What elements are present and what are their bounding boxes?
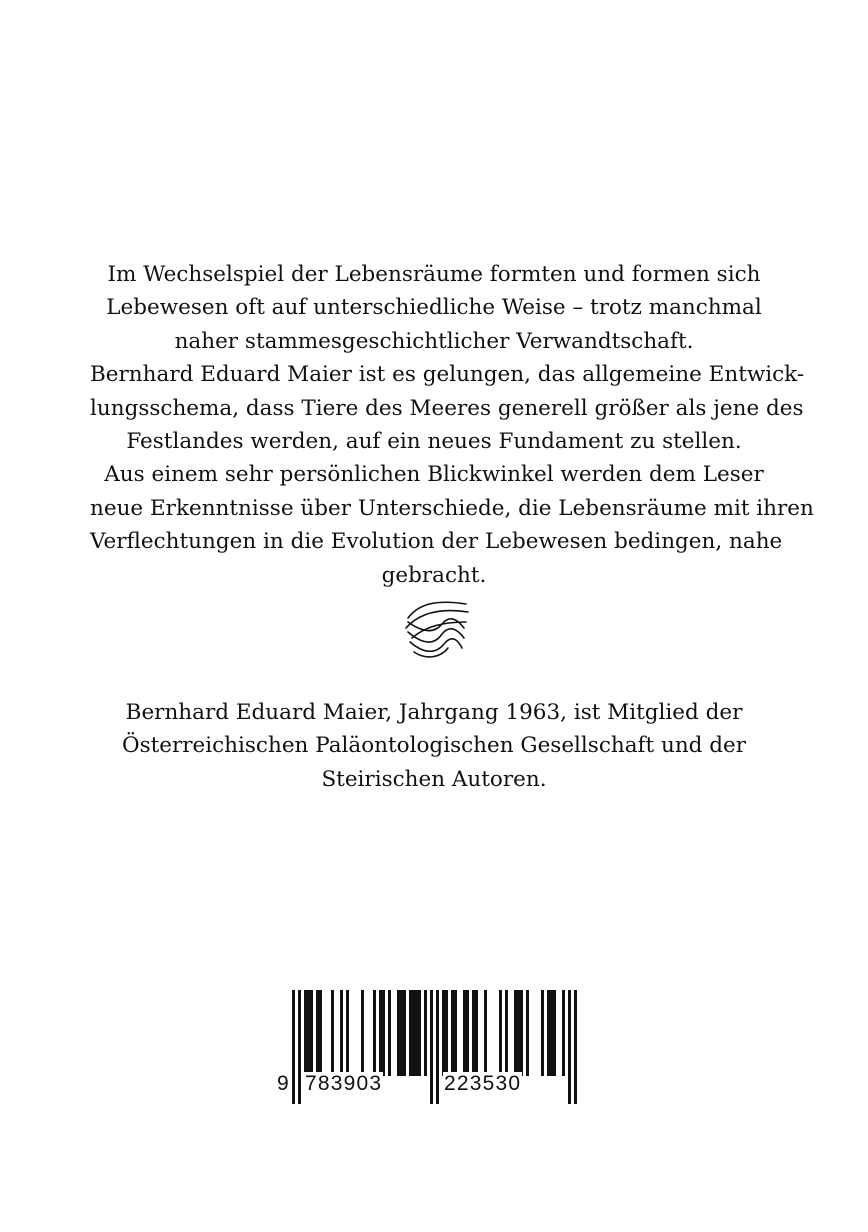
barcode-bar	[379, 990, 382, 1076]
blurb-line: Lebewesen oft auf unterschiedliche Weise – trotz manchmal	[106, 295, 762, 321]
blurb-line: Verflechtungen in die Evolution der Lebewesen bedingen, nahe	[90, 529, 783, 555]
barcode-bar	[304, 990, 307, 1076]
barcode-bar	[553, 990, 556, 1076]
barcode-bar	[505, 990, 508, 1076]
barcode-bar	[400, 990, 403, 1076]
barcode-bar	[307, 990, 310, 1076]
barcode-bar	[373, 990, 376, 1076]
barcode-bar	[361, 990, 364, 1076]
blurb-line: Im Wechselspiel der Lebensräume formten und formen sich	[107, 262, 761, 287]
barcode-guard-bar	[436, 990, 439, 1104]
barcode-bar	[454, 990, 457, 1076]
wave-ornament-icon	[400, 598, 474, 662]
barcode-bar	[424, 990, 427, 1076]
blurb-line: neue Erkenntnisse über Unterschiede, die Lebensräume mit ihren	[90, 495, 814, 521]
barcode-bar	[451, 990, 454, 1076]
barcode-guard-bar	[430, 990, 433, 1104]
barcode-bar	[415, 990, 418, 1076]
barcode-bar	[316, 990, 319, 1076]
blurb-line: Aus einem sehr persönlichen Blickwinkel werden dem Leser	[104, 462, 764, 488]
barcode-bar	[418, 990, 421, 1076]
barcode-bar	[547, 990, 550, 1076]
blurb-line: naher stammesgeschichtlicher Verwandtschaft.	[174, 328, 694, 354]
barcode-bar	[541, 990, 544, 1076]
bio-line: Österreichischen Paläontologischen Gesellschaft und der	[121, 733, 747, 759]
blurb-line: lungsschema, dass Tiere des Meeres generell größer als jene des	[90, 395, 804, 421]
barcode-bar	[382, 990, 385, 1076]
barcode-guard-bar	[568, 990, 571, 1104]
barcode-bar	[526, 990, 529, 1076]
barcode-bar	[550, 990, 553, 1076]
barcode-bar	[484, 990, 487, 1076]
barcode-bar	[310, 990, 313, 1076]
blurb-text	[90, 258, 814, 592]
blurb-line: Bernhard Eduard Maier ist es gelungen, das allgemeine Entwick-	[90, 362, 805, 388]
barcode-bar	[331, 990, 334, 1076]
barcode-bar	[472, 990, 475, 1076]
barcode-bar	[340, 990, 343, 1076]
barcode-guard-bar	[292, 990, 295, 1104]
barcode-guard-bar	[298, 990, 301, 1104]
blurb-line: gebracht.	[381, 562, 487, 588]
barcode-bar	[466, 990, 469, 1076]
barcode-bar	[499, 990, 502, 1076]
barcode-bar	[520, 990, 523, 1076]
barcode-right-group: 223530	[444, 1072, 522, 1095]
barcode-bar	[388, 990, 391, 1076]
blurb-line: Festlandes werden, auf ein neues Fundament zu stellen.	[126, 429, 742, 455]
barcode-bar	[517, 990, 520, 1076]
barcode-bar	[319, 990, 322, 1076]
barcode-bar	[397, 990, 400, 1076]
barcode-bar	[442, 990, 445, 1076]
barcode-bar	[463, 990, 466, 1076]
barcode-left-group: 783903	[305, 1072, 383, 1095]
barcode-bar	[403, 990, 406, 1076]
isbn-barcode	[278, 988, 588, 1110]
author-bio	[100, 696, 768, 796]
bio-line: Steirischen Autoren.	[321, 766, 547, 792]
barcode-leading-digit: 9	[277, 1072, 289, 1095]
barcode-bar	[475, 990, 478, 1076]
barcode-bar	[409, 990, 412, 1076]
bio-line: Bernhard Eduard Maier, Jahrgang 1963, ist Mitglied der	[125, 700, 743, 725]
barcode-bar	[412, 990, 415, 1076]
barcode-guard-bar	[574, 990, 577, 1104]
barcode-bar	[445, 990, 448, 1076]
barcode-bar	[562, 990, 565, 1076]
barcode-bar	[514, 990, 517, 1076]
barcode-bar	[346, 990, 349, 1076]
